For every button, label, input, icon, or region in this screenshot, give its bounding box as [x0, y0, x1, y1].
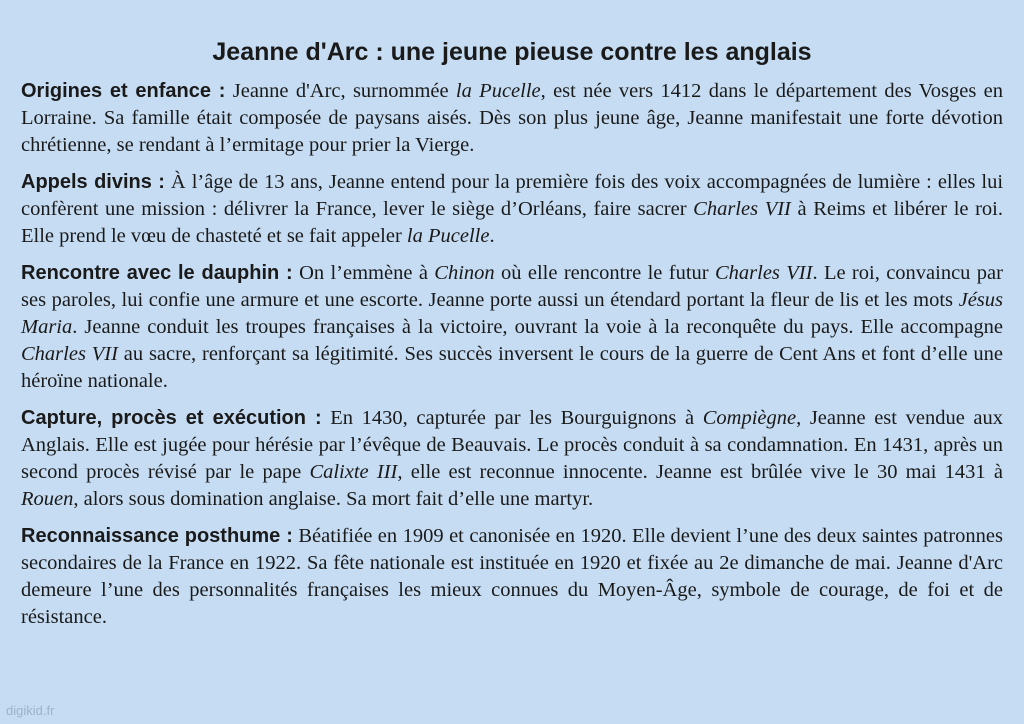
- body-text: .: [489, 225, 495, 247]
- section-heading: Capture, procès et exécution :: [21, 407, 322, 429]
- body-text: On l’emmène à: [292, 262, 435, 284]
- italic-text: Compiègne: [702, 407, 797, 429]
- section-paragraph: [21, 169, 1003, 250]
- italic-text: Chinon: [434, 262, 495, 284]
- watermark: digikid.fr: [6, 703, 55, 718]
- body-text: , elle est reconnue innocente. Jeanne est brûlée vive le 30 mai 1431 à: [397, 461, 1003, 483]
- italic-text: Charles VII: [714, 262, 813, 284]
- body-text: À l’âge de 13 ans, Jeanne entend pour la première fois des voix accompagnées de lumière : elles lui confèrent une mission : délivrer la France, lever le siège d’Orléans, faire sacrer: [21, 171, 1004, 220]
- page-title: Jeanne d'Arc : une jeune pieuse contre les anglais: [212, 38, 812, 66]
- sections-container: [21, 78, 1003, 631]
- section-heading: Appels divins :: [21, 171, 165, 193]
- body-text: , est née vers 1412 dans le département des Vosges en Lorraine. Sa famille était composée de paysans aisés. Dès son plus jeune âge, Jeanne manifestait une forte dévotion chrétienne, se rendant à l’ermitage pour prier la Vierge.: [21, 80, 1004, 156]
- italic-text: Charles VII: [21, 343, 118, 365]
- italic-text: la Pucelle: [455, 80, 541, 102]
- body-text: Jeanne d'Arc, surnommée: [225, 80, 456, 102]
- body-text: au sacre, renforçant sa légitimité. Ses succès inversent le cours de la guerre de Cent Ans et font d’elle une héroïne nationale.: [21, 343, 1003, 392]
- italic-text: la Pucelle: [406, 225, 490, 247]
- italic-text: Jésus Maria: [21, 289, 1003, 338]
- section-paragraph: [21, 405, 1003, 513]
- section-paragraph: [21, 523, 1003, 631]
- italic-text: Rouen: [21, 488, 74, 510]
- section-heading: Rencontre avec le dauphin :: [21, 262, 293, 284]
- section-heading: Origines et enfance :: [21, 80, 226, 102]
- body-text: Béatifiée en 1909 et canonisée en 1920. Elle devient l’une des deux saintes patronnes secondaires de la France en 1922. Sa fête nationale est instituée en 1920 et fixée au 2e dimanche de mai. Jeanne d'Arc demeure l’une des personnalités françaises les mieux connues du Moyen-Âge, symbole de courage, de foi et de résistance.: [21, 525, 1003, 628]
- section-paragraph: [21, 260, 1003, 395]
- body-text: . Jeanne conduit les troupes françaises à la victoire, ouvrant la voie à la reconquête du pays. Elle accompagne: [72, 316, 1003, 338]
- section-heading: Reconnaissance posthume :: [21, 525, 293, 547]
- body-text: , alors sous domination anglaise. Sa mort fait d’elle une martyr.: [73, 488, 594, 510]
- italic-text: Charles VII: [693, 198, 791, 220]
- body-text: . Le roi, convaincu par ses paroles, lui confie une armure et une escorte. Jeanne porte aussi un étendard portant la fleur de lis et les mots: [21, 262, 1003, 311]
- body-text: où elle rencontre le futur: [494, 262, 715, 284]
- body-text: à Reims et libérer le roi. Elle prend le vœu de chasteté et se fait appeler: [21, 198, 1003, 247]
- body-text: , Jeanne est vendue aux Anglais. Elle est jugée pour hérésie par l’évêque de Beauvais. Le procès conduit à sa condamnation. En 1431, après un second procès révisé par le pape: [21, 407, 1003, 483]
- document-page: [21, 36, 1003, 641]
- section-paragraph: [21, 78, 1003, 159]
- italic-text: Calixte III: [309, 461, 398, 483]
- body-text: En 1430, capturée par les Bourguignons à: [321, 407, 703, 429]
